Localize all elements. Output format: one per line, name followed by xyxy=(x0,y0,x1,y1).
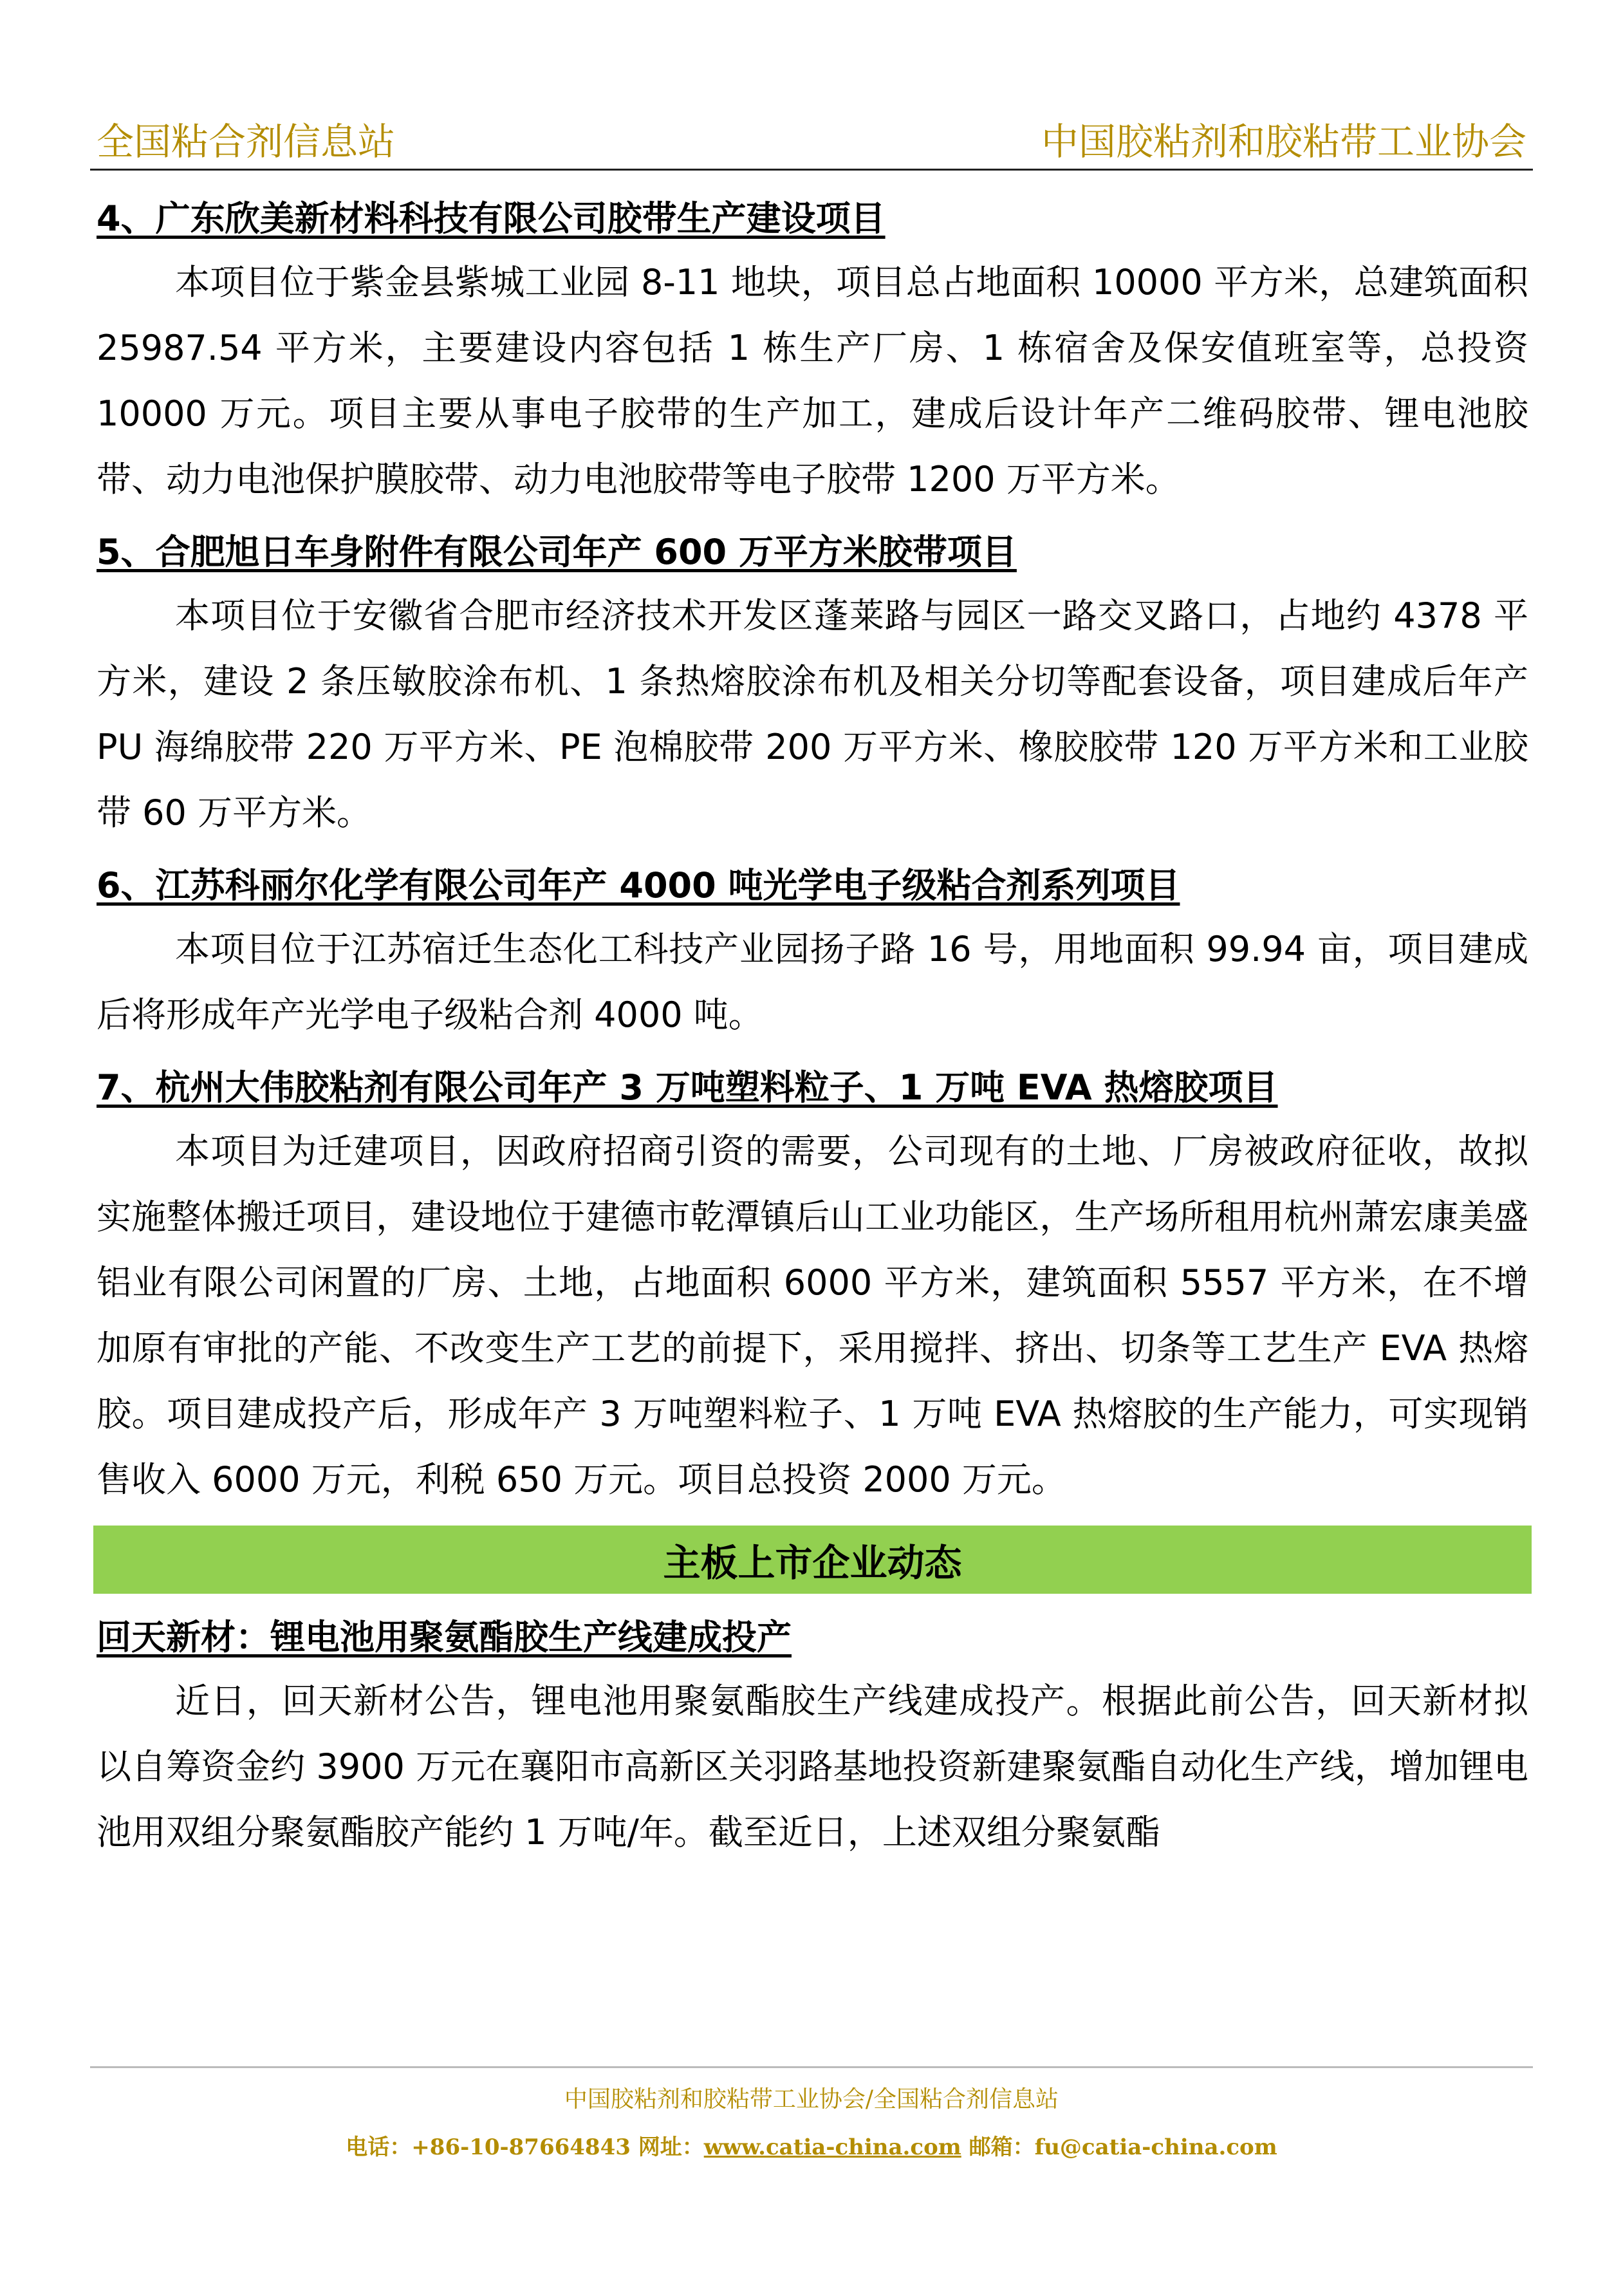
section-heading: 7、杭州大伟胶粘剂有限公司年产 3 万吨塑料粒子、1 万吨 EVA 热熔胶项目 xyxy=(97,1067,1278,1108)
section-heading: 6、江苏科丽尔化学有限公司年产 4000 吨光学电子级粘合剂系列项目 xyxy=(97,865,1180,906)
news-heading: 回天新材：锂电池用聚氨酯胶生产线建成投产 xyxy=(97,1617,792,1657)
section-heading: 4、广东欣美新材料科技有限公司胶带生产建设项目 xyxy=(97,198,886,239)
footer-org-line: 中国胶粘剂和胶粘带工业协会/全国粘合剂信息站 xyxy=(564,2086,1059,2113)
category-banner-title: 主板上市企业动态 xyxy=(663,1541,962,1585)
section-paragraph: 本项目位于江苏宿迁生态化工科技产业园扬子路 16 号，用地面积 99.94 亩，项目建成后将形成年产光学电子级粘合剂 4000 吨。 xyxy=(97,929,1528,1035)
category-banner xyxy=(93,1526,1532,1594)
news-item xyxy=(97,1607,1528,1865)
section-5 xyxy=(97,521,1528,846)
footer-phone: 电话：+86-10-87664843 网址： xyxy=(346,2134,704,2160)
header-left-title: 全国粘合剂信息站 xyxy=(97,120,396,163)
footer-email: 邮箱：fu@catia-china.com xyxy=(961,2134,1277,2160)
section-7 xyxy=(97,1057,1528,1513)
news-paragraph: 近日，回天新材公告，锂电池用聚氨酯胶生产线建成投产。根据此前公告，回天新材拟以自筹资金约 3900 万元在襄阳市高新区关羽路基地投资新建聚氨酯自动化生产线，增加锂电池用双组分聚氨酯胶产能约 1 万吨/年。截至近日，上述双组分聚氨酯 xyxy=(97,1681,1528,1853)
document-body xyxy=(97,188,1528,1874)
header-divider xyxy=(90,169,1533,171)
footer-contact-line xyxy=(0,2128,1623,2167)
section-paragraph: 本项目位于紫金县紫城工业园 8-11 地块，项目总占地面积 10000 平方米，总建筑面积 25987.54 平方米，主要建设内容包括 1 栋生产厂房、1 栋宿舍及保安值班室等，总投资 10000 万元。项目主要从事电子胶带的生产加工，建成后设计年产二维码胶带、锂电池胶带、动力电池保护膜胶带、动力电池胶带等电子胶带 1200 万平方米。 xyxy=(97,262,1528,499)
section-paragraph: 本项目为迁建项目，因政府招商引资的需要，公司现有的土地、厂房被政府征收，故拟实施整体搬迁项目，建设地位于建德市乾潭镇后山工业功能区，生产场所租用杭州萧宏康美盛铝业有限公司闲置的厂房、土地，占地面积 6000 平方米，建筑面积 5557 平方米，在不增加原有审批的产能、不改变生产工艺的前提下，采用搅拌、挤出、切条等工艺生产 EVA 热熔胶。项目建成投产后，形成年产 3 万吨塑料粒子、1 万吨 EVA 热熔胶的生产能力，可实现销售收入 6000 万元，利税 650 万元。项目总投资 2000 万元。 xyxy=(97,1131,1528,1500)
section-paragraph: 本项目位于安徽省合肥市经济技术开发区蓬莱路与园区一路交叉路口，占地约 4378 平方米，建设 2 条压敏胶涂布机、1 条热熔胶涂布机及相关分切等配套设备，项目建成后年产 PU 海绵胶带 220 万平方米、PE 泡棉胶带 200 万平方米、橡胶胶带 120 万平方米和工业胶带 60 万平方米。 xyxy=(97,595,1528,833)
footer-website-link[interactable]: www.catia-china.com xyxy=(703,2134,961,2160)
section-heading: 5、合肥旭日车身附件有限公司年产 600 万平方米胶带项目 xyxy=(97,532,1017,572)
section-6 xyxy=(97,855,1528,1048)
header-right-title: 中国胶粘剂和胶粘带工业协会 xyxy=(1041,120,1526,163)
footer-divider xyxy=(90,2066,1533,2068)
page-header xyxy=(97,116,1526,167)
section-4 xyxy=(97,188,1528,512)
